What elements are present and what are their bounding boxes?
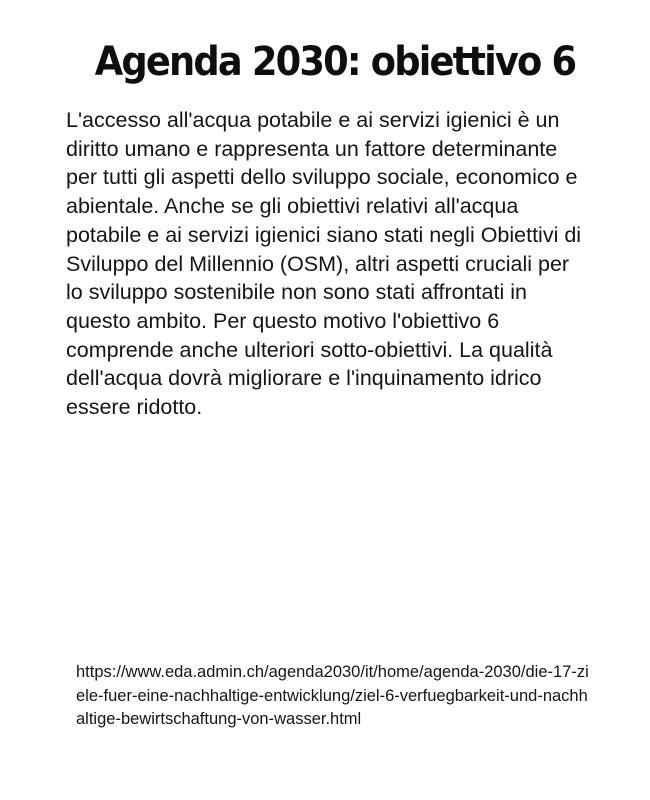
body-paragraph: L'accesso all'acqua potabile e ai servizi igienici è un diritto umano e rappresenta un fattore determinante per tutti gli aspetti dello sviluppo sociale, economico e abientale. Anche se gli obiettivi relativi all'acqua potabile e ai servizi igienici siano stati negli Obiettivi di Sviluppo del Millennio (OSM), altri aspetti cruciali per lo sviluppo sostenibile non sono stati affrontati in questo ambito. Per questo motivo l'obiettivo 6 comprende anche ulteriori sotto-obiettivi. La qualità dell'acqua dovrà migliorare e l'inquinamento idrico essere ridotto. <box>66 108 582 420</box>
page-title: Agenda 2030: obiettivo 6 <box>94 39 576 85</box>
source-url: https://www.eda.admin.ch/agenda2030/it/home/agenda-2030/die-17-ziele-fuer-eine-nachhaltige-entwicklung/ziel-6-verfuegbarkeit-und-nachhaltige-bewirtschaftung-von-wasser.html <box>76 663 589 728</box>
